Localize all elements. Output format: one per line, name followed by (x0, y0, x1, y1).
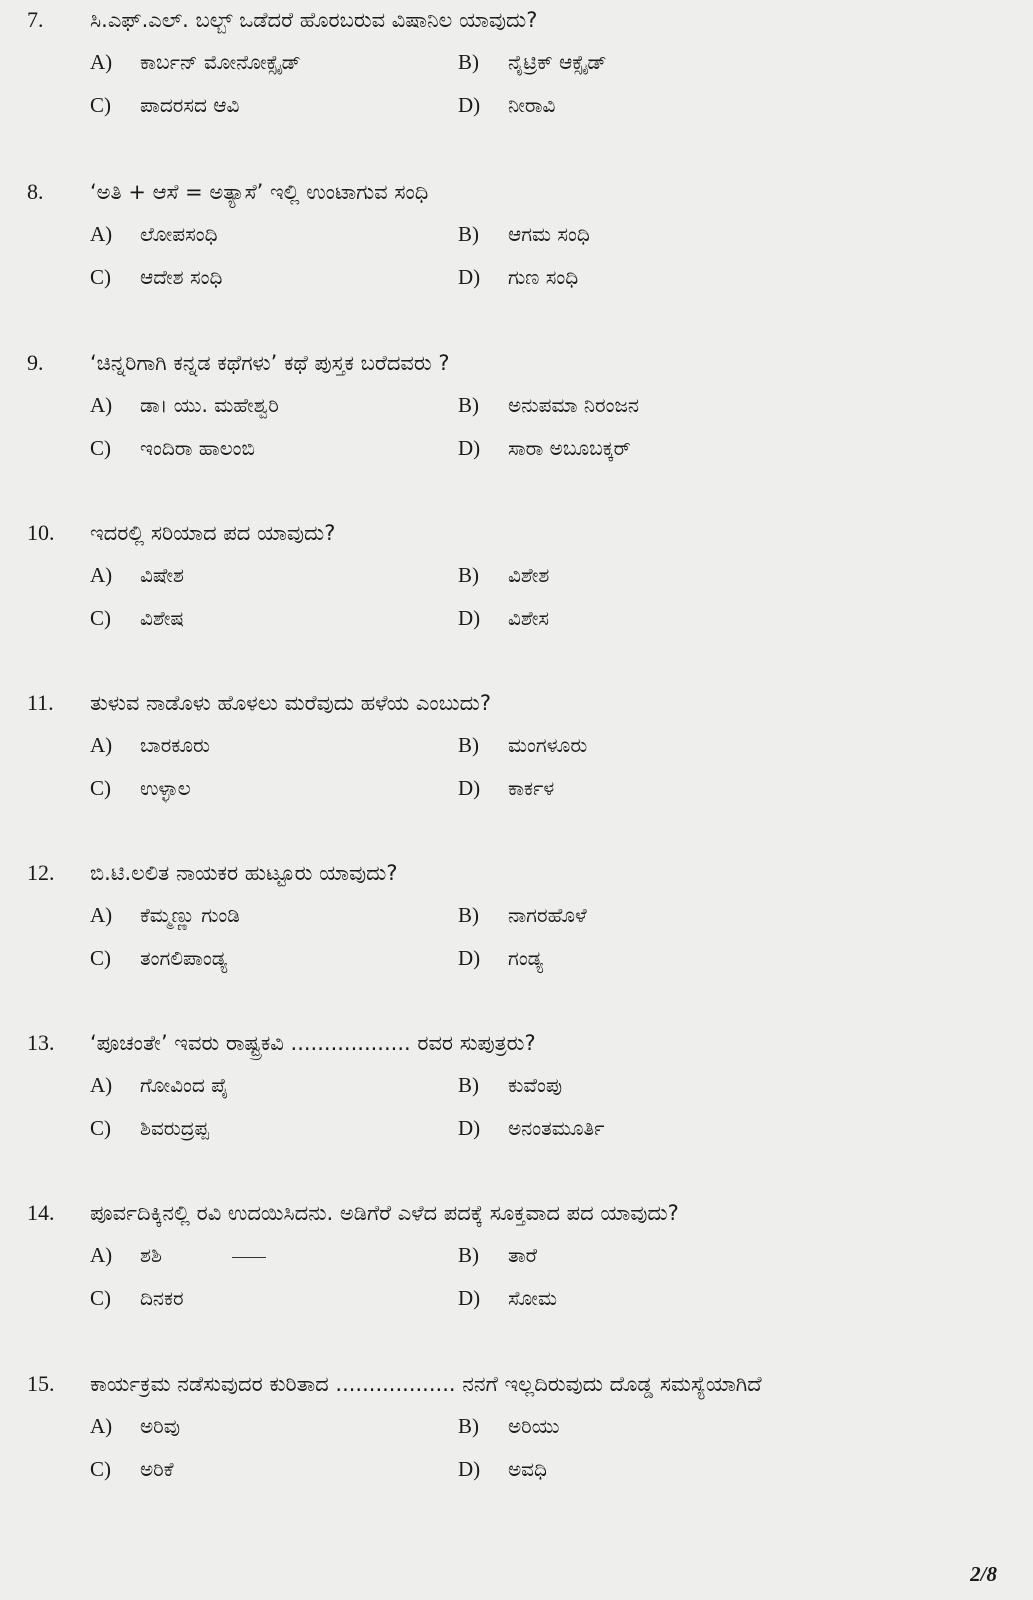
option-text: ಅರಿವು (140, 1414, 181, 1438)
option-letter: D) (458, 1286, 481, 1310)
option-letter: A) (90, 222, 113, 246)
option-letter: A) (90, 393, 113, 417)
question-text: ‘ಅತಿ + ಆಸೆ = ಅತ್ಯಾಸೆ’ ಇಲ್ಲಿ ಉಂಟಾಗುವ ಸಂಧಿ (90, 180, 429, 204)
option-letter: B) (458, 50, 479, 74)
question-block (0, 513, 1033, 643)
option-letter: C) (90, 1116, 111, 1140)
option-text: ನೈಟ್ರಿಕ್ ಆಕ್ಸೈಡ್ (508, 50, 607, 74)
option-text: ಅರಿಯು (508, 1414, 560, 1438)
option-text: ಲೋಪಸಂಧಿ (140, 222, 218, 246)
option-letter: B) (458, 1243, 479, 1267)
option-text: ಕಾರ್ಕಳ (508, 776, 555, 800)
option-text: ಅನುಪಮಾ ನಿರಂಜನ (508, 393, 640, 417)
option-text: ಅರಿಕೆ (140, 1457, 174, 1481)
option-text: ಉಳ್ಳಾಲ (140, 776, 191, 800)
option-letter: D) (458, 436, 481, 460)
option-text: ಬಾರಕೂರು (140, 733, 210, 757)
option-letter: C) (90, 1457, 111, 1481)
question-block (0, 343, 1033, 473)
option-text: ಡಾ। ಯು. ಮಹೇಶ್ವರಿ (140, 393, 279, 417)
option-letter: D) (458, 1457, 481, 1481)
option-text: ಶಶಿ (140, 1243, 162, 1267)
question-text: ಪೂರ್ವದಿಕ್ಕಿನಲ್ಲಿ ರವಿ ಉದಯಿಸಿದನು. ಅಡಿಗೆರೆ ಎಳೆದ ಪದಕ್ಕೆ ಸೂಕ್ತವಾದ ಪದ ಯಾವುದು? (90, 1201, 679, 1225)
question-number: 13. (27, 1030, 55, 1055)
option-letter: C) (90, 265, 111, 289)
option-letter: D) (458, 946, 481, 970)
option-letter: D) (458, 1116, 481, 1140)
question-text: ‘ಪೂಚಂತೇ’ ಇವರು ರಾಷ್ಟ್ರಕವಿ .................. ರವರ ಸುಪುತ್ರರು? (90, 1031, 536, 1055)
question-text: ಸಿ.ಎಫ್.ಎಲ್. ಬಲ್ಬ್ ಒಡೆದರೆ ಹೊರಬರುವ ವಿಷಾನಿಲ ಯಾವುದು? (90, 8, 538, 32)
option-text: ಪಾದರಸದ ಆವಿ (140, 93, 240, 117)
question-block (0, 172, 1033, 302)
option-letter: A) (90, 1073, 113, 1097)
option-letter: A) (90, 903, 113, 927)
option-text: ವಿಶೇಷ (140, 606, 185, 630)
option-letter: C) (90, 776, 111, 800)
option-text: ಅನಂತಮೂರ್ತಿ (508, 1116, 605, 1140)
question-number: 11. (27, 690, 54, 715)
question-number: 7. (27, 7, 44, 32)
page-number: 2/8 (970, 1562, 997, 1586)
option-letter: B) (458, 1414, 479, 1438)
question-number: 14. (27, 1200, 55, 1225)
option-text: ಇಂದಿರಾ ಹಾಲಂಬಿ (140, 436, 255, 460)
option-letter: D) (458, 606, 481, 630)
option-text: ಗುಣ ಸಂಧಿ (508, 265, 579, 289)
option-text: ಆದೇಶ ಸಂಧಿ (140, 265, 223, 289)
question-text: ಕಾರ್ಯಕ್ರಮ ನಡೆಸುವುದರ ಕುರಿತಾದ .................. ನನಗೆ ಇಲ್ಲದಿರುವುದು ದೊಡ್ಡ ಸಮಸ್ಯೆಯಾಗಿದೆ (90, 1372, 762, 1396)
option-text: ನೀರಾವಿ (508, 93, 556, 117)
option-text: ವಿಷೇಶ (140, 563, 185, 587)
question-block (0, 1023, 1033, 1153)
option-letter: B) (458, 903, 479, 927)
option-text: ತಾರೆ (508, 1243, 538, 1267)
option-letter: C) (90, 436, 111, 460)
question-text: ಬಿ.ಟಿ.ಲಲಿತ ನಾಯಕರ ಹುಟ್ಟೂರು ಯಾವುದು? (90, 861, 398, 885)
option-text: ತಂಗಲಿಪಾಂಡ್ಯ (140, 946, 228, 970)
option-letter: A) (90, 563, 113, 587)
option-letter: A) (90, 733, 113, 757)
option-letter: C) (90, 946, 111, 970)
question-block (0, 0, 1033, 130)
option-text: ಕಾರ್ಬನ್ ಮೋನೋಕ್ಸೈಡ್ (140, 50, 301, 74)
question-block (0, 1364, 1033, 1494)
question-block (0, 683, 1033, 813)
option-letter: D) (458, 93, 481, 117)
question-number: 8. (27, 179, 44, 204)
option-text: ಗೋವಿಂದ ಪೈ (140, 1073, 229, 1097)
option-letter: A) (90, 1414, 113, 1438)
word-underline (232, 1257, 266, 1258)
option-text: ವಿಶೇಶ (508, 563, 550, 587)
option-letter: B) (458, 1073, 479, 1097)
option-text: ಕೆಮ್ಮಣ್ಣು ಗುಂಡಿ (140, 903, 240, 927)
question-number: 10. (27, 520, 55, 545)
option-letter: B) (458, 222, 479, 246)
option-text: ಶಿವರುದ್ರಪ್ಪ (140, 1116, 209, 1140)
question-block (0, 853, 1033, 983)
option-letter: C) (90, 93, 111, 117)
option-letter: D) (458, 776, 481, 800)
question-text: ಇದರಲ್ಲಿ ಸರಿಯಾದ ಪದ ಯಾವುದು? (90, 521, 336, 545)
option-text: ಆಗಮ ಸಂಧಿ (508, 222, 590, 246)
question-text: ತುಳುವ ನಾಡೊಳು ಹೊಳಲು ಮರೆವುದು ಹಳೆಯ ಎಂಬುದು? (90, 691, 491, 715)
option-text: ಅವಧಿ (508, 1457, 547, 1481)
option-text: ಗಂಡ್ಯ (508, 946, 544, 970)
option-text: ಸಾರಾ ಅಬೂಬಕ್ಕರ್ (508, 436, 631, 460)
option-text: ಕುವೆಂಪು (508, 1073, 563, 1097)
option-letter: A) (90, 1243, 113, 1267)
option-letter: B) (458, 563, 479, 587)
option-text: ನಾಗರಹೊಳೆ (508, 903, 587, 927)
question-number: 9. (27, 350, 44, 375)
option-letter: B) (458, 393, 479, 417)
option-letter: C) (90, 606, 111, 630)
option-letter: B) (458, 733, 479, 757)
option-text: ವಿಶೇಸ (508, 606, 550, 630)
option-text: ಸೋಮ (508, 1286, 557, 1310)
question-block (0, 1193, 1033, 1323)
option-text: ದಿನಕರ (140, 1286, 184, 1310)
question-number: 15. (27, 1371, 55, 1396)
option-letter: D) (458, 265, 481, 289)
option-letter: A) (90, 50, 113, 74)
option-text: ಮಂಗಳೂರು (508, 733, 588, 757)
question-number: 12. (27, 860, 55, 885)
option-letter: C) (90, 1286, 111, 1310)
question-text: ‘ಚಿನ್ನರಿಗಾಗಿ ಕನ್ನಡ ಕಥೆಗಳು’ ಕಥೆ ಪುಸ್ತಕ ಬರೆದವರು ? (90, 351, 450, 375)
